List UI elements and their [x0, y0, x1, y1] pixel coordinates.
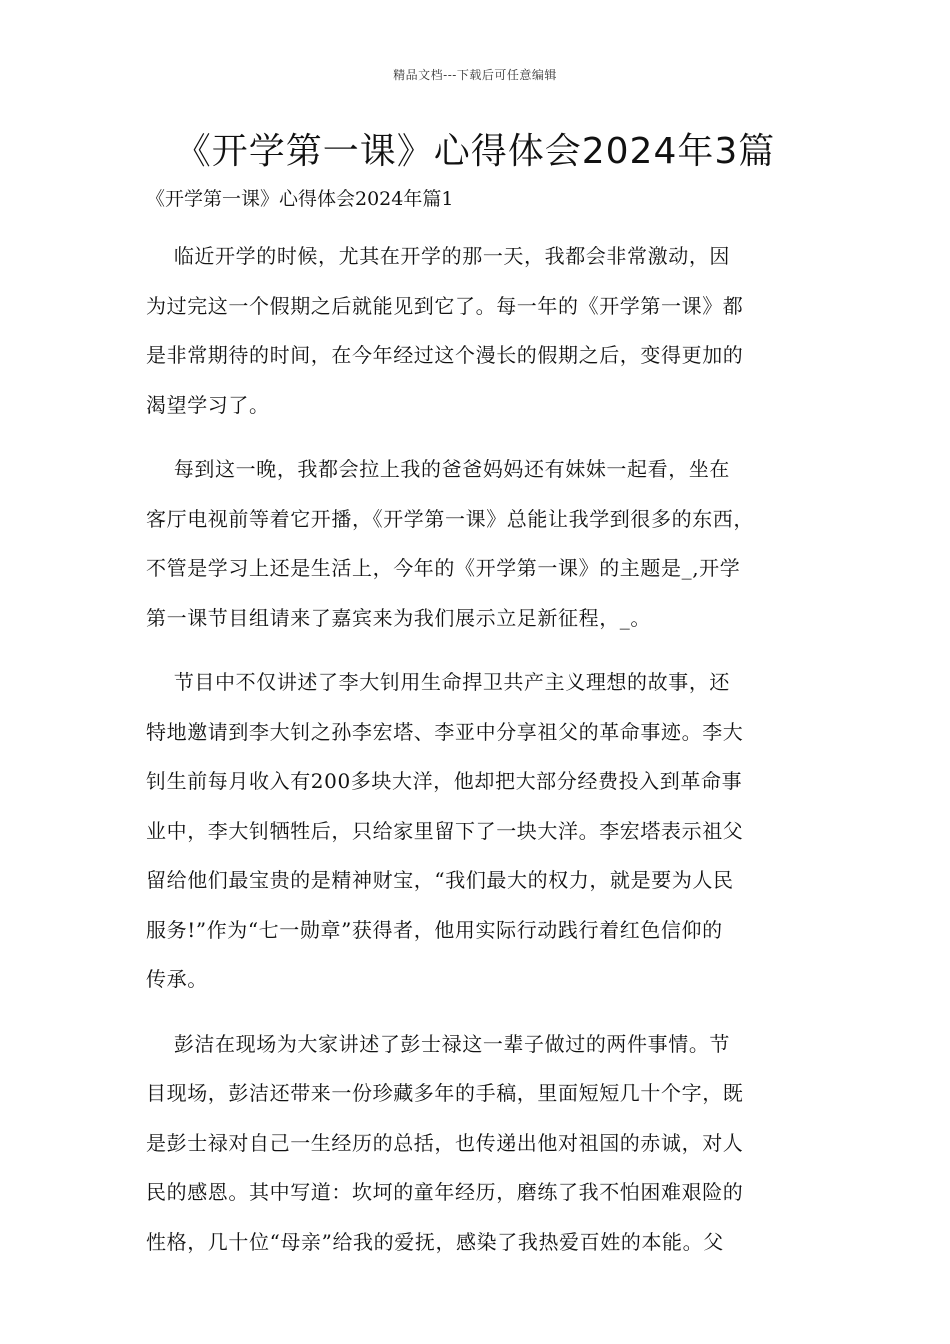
text-line: 传承。: [146, 967, 208, 991]
text-line: 留给他们最宝贵的是精神财宝，“我们最大的权力，就是要为人民: [146, 868, 734, 892]
text-line: 业中，李大钊牺牲后，只给家里留下了一块大洋。李宏塔表示祖父: [146, 818, 744, 843]
text-line: 渴望学习了。: [146, 392, 270, 417]
paragraph-3: [146, 658, 816, 1005]
header-note: 精品文档---下载后可任意编辑: [393, 68, 557, 82]
section-subtitle: 《开学第一课》心得体会2024年篇1: [146, 188, 454, 210]
text-line: 第一课节目组请来了嘉宾来为我们展示立足新征程，_。: [146, 605, 651, 630]
text-line: 每到这一晚，我都会拉上我的爸爸妈妈还有妹妹一起看，坐在: [146, 457, 731, 481]
body-text: [146, 232, 816, 1282]
text-line: 节目中不仅讲述了李大钊用生命捍卫共产主义理想的故事，还: [146, 670, 731, 694]
text-line: 目现场，彭洁还带来一份珍藏多年的手稿，里面短短几十个字，既: [146, 1081, 744, 1105]
text-line: 钊生前每月收入有200多块大洋，他却把大部分经费投入到革命事: [146, 769, 743, 793]
document-title: 《开学第一课》心得体会2024年3篇: [174, 131, 776, 172]
text-line: 彭洁在现场为大家讲述了彭士禄这一辈子做过的两件事情。节: [146, 1031, 731, 1056]
text-line: 为过完这一个假期之后就能见到它了。每一年的《开学第一课》都: [146, 293, 744, 318]
paragraph-1: [146, 232, 816, 430]
text-line: 性格，几十位“母亲”给我的爱抚，感染了我热爱百姓的本能。父: [146, 1229, 724, 1254]
text-line: 客厅电视前等着它开播，《开学第一课》总能让我学到很多的东西，: [146, 506, 754, 531]
text-line: 特地邀请到李大钊之孙李宏塔、李亚中分享祖父的革命事迹。李大: [146, 719, 744, 744]
text-line: 不管是学习上还是生活上，今年的《开学第一课》的主题是_,开学: [146, 556, 741, 580]
paragraph-4: [146, 1020, 816, 1268]
text-line: 临近开学的时候，尤其在开学的那一天，我都会非常激动，因: [146, 244, 731, 268]
text-line: 民的感恩。其中写道：坎坷的童年经历，磨练了我不怕困难艰险的: [146, 1180, 744, 1204]
text-line: 服务!”作为“七一勋章”获得者，他用实际行动践行着红色信仰的: [146, 917, 723, 942]
text-line: 是非常期待的时间，在今年经过这个漫长的假期之后，变得更加的: [146, 343, 744, 367]
paragraph-2: [146, 445, 816, 643]
text-line: 是彭士禄对自己一生经历的总括，也传递出他对祖国的赤诚，对人: [146, 1130, 744, 1155]
